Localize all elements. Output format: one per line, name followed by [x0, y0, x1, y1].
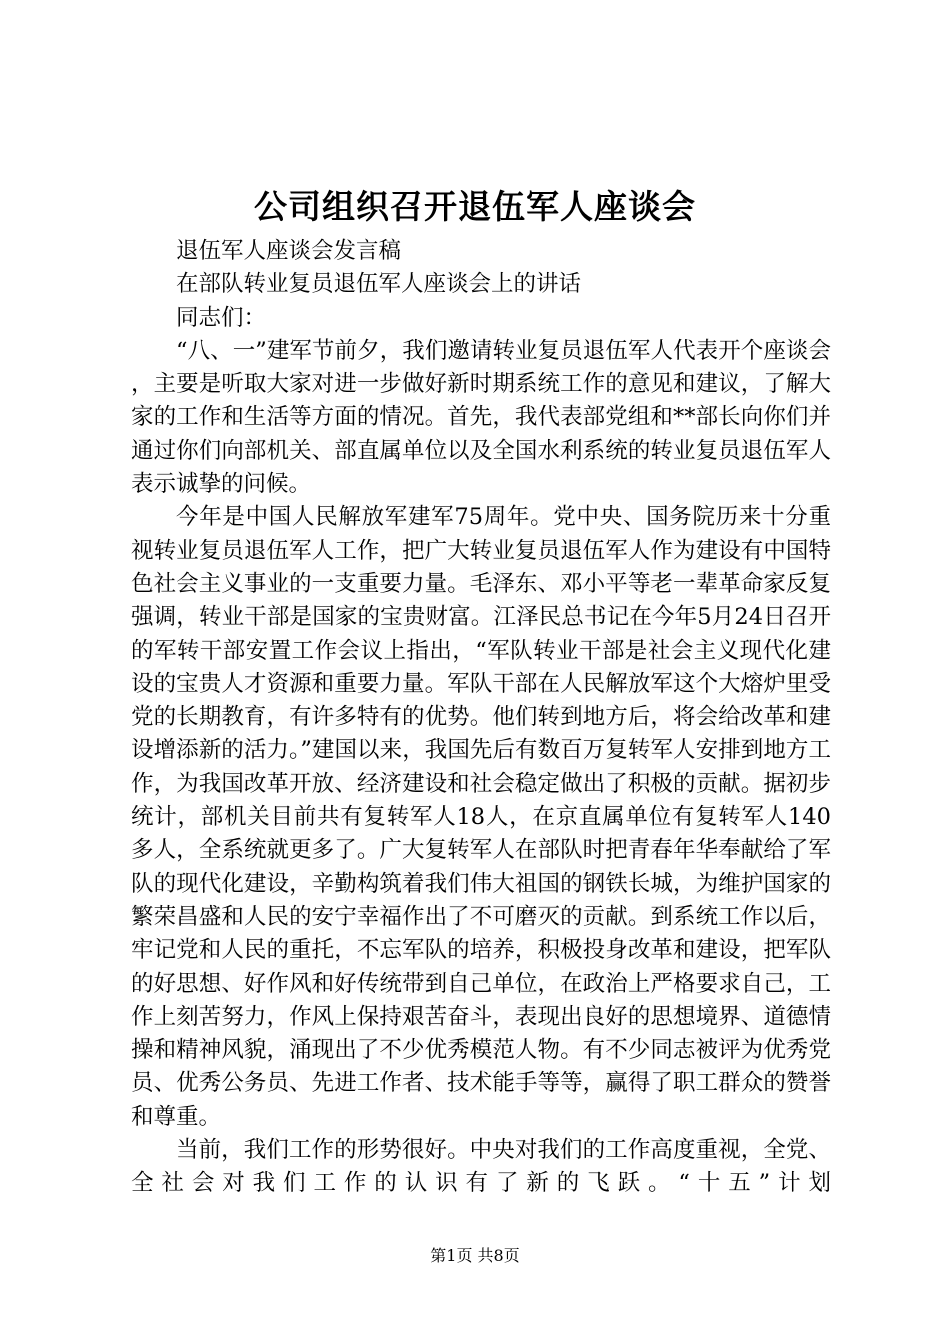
salutation-paragraph: 同志们： — [176, 304, 267, 331]
body-paragraph: “八、一”建军节前夕，我们邀请转业复员退伍军人代表开个座谈会，主要是听取大家对进一步做好新时期系统工作的意见和建议，了解大家的工作和生活等方面的情况。首先，我代表部党组和**部长向你们并通过你们向部机关、部直属单位以及全国水利系统的转业复员退伍军人表示诚挚的问候。 — [131, 337, 831, 498]
body-paragraph: 当前，我们工作的形势很好。中央对我们的工作高度重视，全党、全社会对我们工作的认识有了新的飞跃。“十五”计划 — [131, 1137, 831, 1197]
document-title: 公司组织召开退伍军人座谈会 — [254, 187, 696, 226]
document-body — [131, 235, 831, 1201]
subtitle-paragraph: 退伍军人座谈会发言稿 — [176, 238, 402, 264]
body-paragraph: 今年是中国人民解放军建军75周年。党中央、国务院历来十分重视转业复员退伍军人工作，把广大转业复员退伍军人作为建设有中国特色社会主义事业的一支重要力量。毛泽东、邓小平等老一辈革命家反复强调，转业干部是国家的宝贵财富。江泽民总书记在今年5月24日召开的军转干部安置工作会议上指出，“军队转业干部是社会主义现代化建设的宝贵人才资源和重要力量。军队干部在人民解放军这个大熔炉里受党的长期教育，有许多特有的优势。他们转到地方后，将会给改革和建设增添新的活力。”建国以来，我国先后有数百万复转军人安排到地方工作，为我国改革开放、经济建设和社会稳定做出了积极的贡献。据初步统计，部机关目前共有复转军人18人，在京直属单位有复转军人140多人，全系统就更多了。广大复转军人在部队时把青春年华奉献给了军队的现代化建设，辛勤构筑着我们伟大祖国的钢铁长城，为维护国家的繁荣昌盛和人民的安宁幸福作出了不可磨灭的贡献。到系统工作以后，牢记党和人民的重托，不忘军队的培养，积极投身改革和建设，把军队的好思想、好作风和好传统带到自己单位，在政治上严格要求自己，工作上刻苦努力，作风上保持艰苦奋斗，表现出良好的思想境界、道德情操和精神风貌，涌现出了不少优秀模范人物。有不少同志被评为优秀党员、优秀公务员、先进工作者、技术能手等等，赢得了职工群众的赞誉和尊重。 — [131, 504, 831, 1130]
page-number-footer: 第1页 共8页 — [430, 1246, 520, 1265]
speech-title-paragraph: 在部队转业复员退伍军人座谈会上的讲话 — [176, 271, 582, 298]
